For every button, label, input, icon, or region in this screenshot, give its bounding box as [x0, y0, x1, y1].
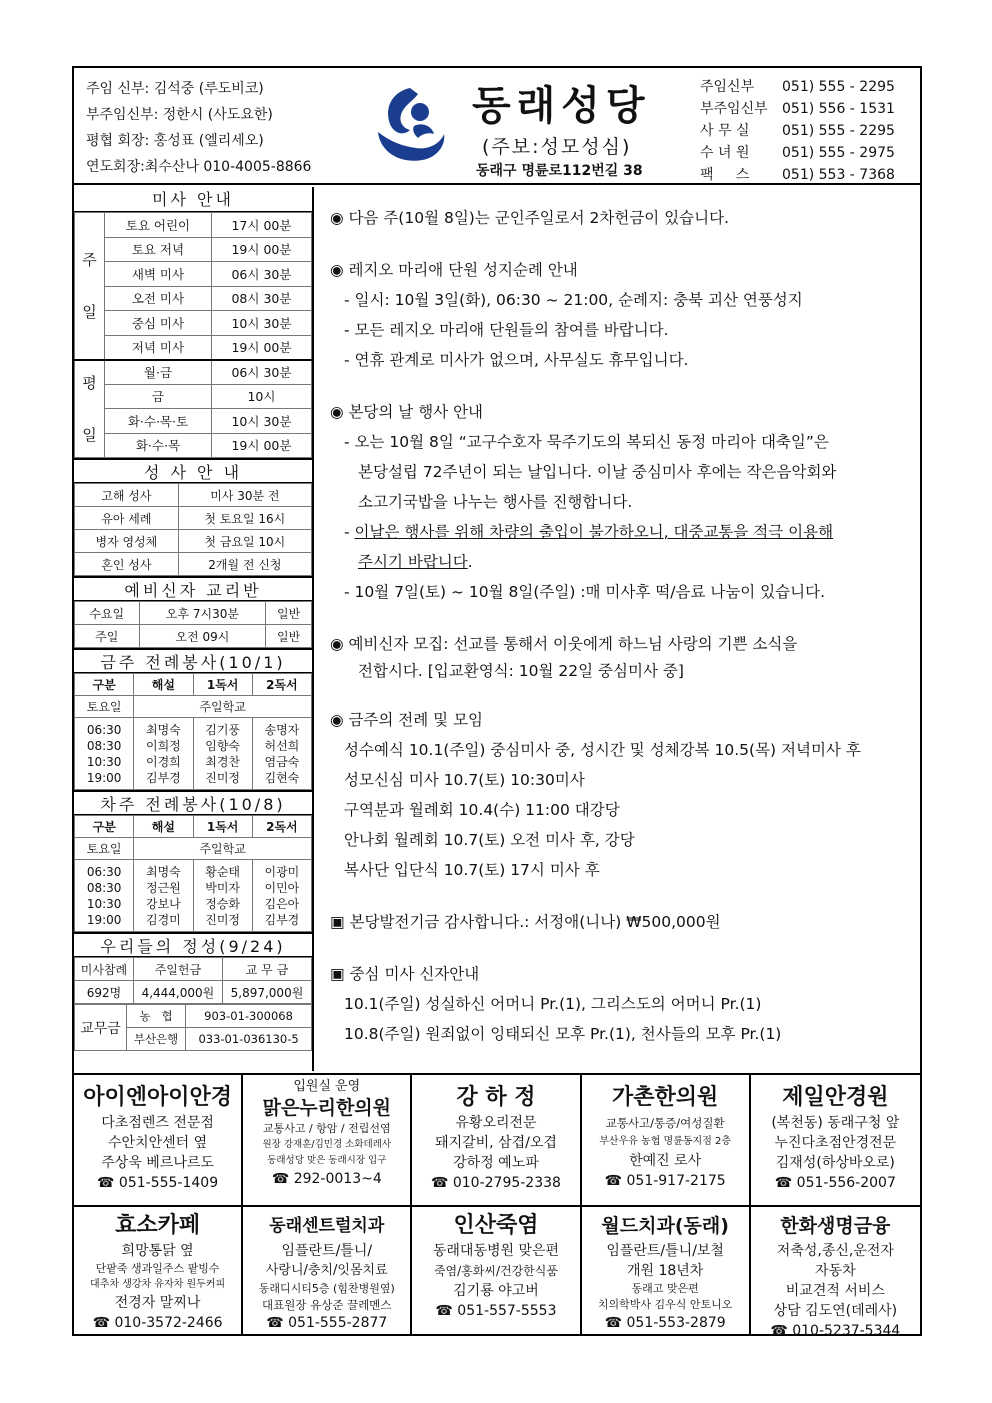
- ad-hanwha-life: 한화생명금융 저축성,종신,운전자 자동차 비교견적 서비스 상담 김도연(데레사) ☎ 010-5237-5344: [770, 1215, 901, 1335]
- weekday-label: 평 일: [75, 360, 105, 458]
- staff-council-president: 평협 회장: 홍성표 (엘리세오): [86, 133, 264, 149]
- notice-line: - 일시: 10월 3일(화), 06:30 ~ 21:00, 순례지: 충북 괴산 연풍성지: [344, 291, 803, 309]
- left-column: [74, 187, 314, 1071]
- parish-logo-icon: [370, 82, 450, 168]
- notice-liturgy-title: ◉ 금주의 전례 및 모임: [330, 711, 484, 729]
- notice-line: 구역분과 월례회 10.4(수) 11:00 대강당: [344, 801, 620, 819]
- notice-line: - 오는 10월 8일 “교구수호자 묵주기도의 복되신 동정 마리아 대축일”은: [344, 433, 829, 451]
- mass-section-title: 미사 안내: [74, 187, 312, 212]
- notice-line: 성모신심 미사 10.7(토) 10:30미사: [344, 771, 585, 789]
- notice-line: - 연휴 관계로 미사가 없으며, 사무실도 휴무입니다.: [344, 351, 689, 369]
- ad-central-dental: 동래센트럴치과 임플란트/틀니/ 사랑니/충치/잇몸치료 동래디시티5층 (힘찬병원옆) 대표원장 유상준 끌레멘스 ☎ 051-555-2877: [243, 1207, 412, 1335]
- ad-world-dental: 월드치과(동래) 임플란트/틀니/보철 개원 18년차 동래고 맞은편 치의학박사 김우식 안토니오 ☎ 051-553-2879: [582, 1207, 751, 1335]
- ads-row: [74, 1075, 920, 1205]
- notice-line: 10.8(주일) 원죄없이 잉태되신 모후 Pr.(1), 천사들의 모후 Pr.(1): [344, 1025, 782, 1043]
- notice-donation-thanks: ▣ 본당발전기금 감사합니다.: 서정애(니나) ₩500,000원: [330, 913, 721, 931]
- notice-line: 성수예식 10.1(주일) 중심미사 중, 성시간 및 성체강복 10.5(목) 저녁미사 후: [344, 741, 861, 759]
- bulletin-header: [74, 68, 920, 185]
- catechumen-table: 수요일 오후 7시30분 일반 주일 오전 09시 일반: [74, 601, 312, 648]
- ad-insan-bamboo-salt: 인산죽염 동래대동병원 맞은편 죽염/홍화씨/건강한식품 김기룡 야고버 ☎ 051-557-5553: [412, 1207, 581, 1335]
- notice-line: 복사단 입단식 10.7(토) 17시 미사 후: [344, 861, 600, 879]
- notice-line: 본당설립 72주년이 되는 날입니다. 이날 중심미사 후에는 작은음악회와: [358, 463, 837, 481]
- notice-line: 소고기국밥을 나누는 행사를 진행합니다.: [358, 493, 633, 511]
- staff-pastor: 주임 신부: 김석중 (루도비코): [86, 81, 264, 97]
- staff-list: [86, 76, 311, 180]
- sunday-label: 주 일: [75, 213, 105, 360]
- notice-parish-day-title: ◉ 본당의 날 행사 안내: [330, 403, 484, 421]
- ad-gachon-clinic: 가촌한의원 교통사고/통증/여성질환 부산우유 농협 명륜동지점 2층 한예진 로사 ☎ 051-917-2175: [582, 1075, 751, 1205]
- ad-gangha-jeong: 강 하 정 유황오리전문 돼지갈비, 삼겹/오겹 강하정 예노파 ☎ 010-2795-2338: [412, 1075, 581, 1205]
- notice-main-mass-title: ▣ 중심 미사 신자안내: [330, 965, 480, 983]
- notice-line: - 모든 레지오 마리애 단원들의 참여를 바랍니다.: [344, 321, 669, 339]
- notice-line: - 이날은 행사를 위해 차량의 출입이 불가하오니, 대중교통을 적극 이용해: [344, 523, 834, 541]
- contact-row: 수 녀 원 051) 555 - 2975: [700, 145, 895, 161]
- duty-this-week-table: 구분 해설 1독서 2독서 토요일 주일학교 06:30 08:30 10:30 19:00 최명숙 이희정 이경희 김부경 김기풍 임향숙 최경찬 진미정 송명자 허선희 염금숙 김현숙: [74, 673, 312, 790]
- contact-row: 주임신부 051) 555 - 2295: [700, 79, 895, 95]
- contact-row: 부주임신부 051) 556 - 1531: [700, 101, 895, 117]
- parish-subtitle: (주보:성모성심): [482, 136, 632, 158]
- offering-section-title: 우리들의 정성(9/24): [74, 932, 312, 957]
- bulletin-page: [72, 66, 922, 1336]
- notice-underlined: 주시기 바랍니다: [358, 553, 468, 571]
- sacrament-section-title: 성 사 안 내: [74, 458, 312, 483]
- notice-line: 주시기 바랍니다.: [358, 553, 473, 571]
- phone-icon: ☎ 051-555-1409: [97, 1175, 219, 1191]
- contact-row: 팩 스 051) 553 - 7368: [700, 167, 895, 183]
- staff-yeondo-president: 연도회장:최수산나 010-4005-8866: [86, 159, 312, 175]
- notice-line: 10.1(주일) 성실하신 어머니 Pr.(1), 그리스도의 어머니 Pr.(1): [344, 995, 762, 1013]
- notice-military-sunday: ◉ 다음 주(10월 8일)는 군인주일로서 2차헌금이 있습니다.: [330, 209, 730, 227]
- ad-malgeunnuri-clinic: 입원실 운영 맑은누리한의원 교통사고 / 항암 / 전립선염 원장 강재훈/김민경 소화데레사 동래성당 맞은 동래시장 입구 ☎ 292-0013~4: [243, 1075, 412, 1205]
- notice-line: 안나회 월례회 10.7(토) 오전 미사 후, 강당: [344, 831, 635, 849]
- ad-jeil-optical: 제일안경원 (복천동) 동래구청 앞 누진다초점안경전문 김재성(하상바오로) ☎ 051-556-2007: [771, 1085, 900, 1191]
- duty-this-week-title: 금주 전례봉사(10/1): [74, 648, 312, 673]
- sacrament-table: 고해 성사 미사 30분 전 유아 세례 첫 토요일 16시 병자 영성체 첫 금요일 10시 혼인 성사 2개월 전 신청: [74, 483, 312, 576]
- notice-line: 전합시다. [입교환영식: 10월 22일 중심미사 중]: [358, 662, 684, 680]
- parish-title: 동래성당: [472, 83, 651, 129]
- notices-column: [316, 187, 920, 1071]
- notice-catechumen-recruit: ◉ 예비신자 모집: 선교를 통해서 이웃에게 하느님 사랑의 기쁜 소식을: [330, 635, 798, 653]
- duty-next-week-table: 구분 해설 1독서 2독서 토요일 주일학교 06:30 08:30 10:30 19:00 최명숙 정근원 강보나 김경미 황순태 박미자 정승화 진미정 이광미 이민아 김은아 김부경: [74, 815, 312, 932]
- catechumen-section-title: 예비신자 교리반: [74, 576, 312, 601]
- contact-row: 사 무 실 051) 555 - 2295: [700, 123, 895, 139]
- mass-table: 주 일 토요 어린이 17시 00분 토요 저녁 19시 00분 새벽 미사 06시 30분 오전 미사 08시 30분 중심 미사 10시 30분 저녁 미사 19시 00분 평 일 월·금 06시 30분 금 10시 화·수·목·토 10시 30분 화·수·목 19시 00분: [74, 212, 312, 458]
- parish-address: 동래구 명륜로112번길 38: [476, 163, 643, 179]
- contact-list: [700, 76, 895, 186]
- notice-legio-title: ◉ 레지오 마리애 단원 성지순례 안내: [330, 261, 578, 279]
- ads-row: [74, 1205, 920, 1335]
- ad-ini-optical: 아이엔아이안경 다초점렌즈 전문점 수안치안센터 옆 주상욱 베르나르도 ☎ 051-555-1409: [74, 1075, 243, 1205]
- duty-next-week-title: 차주 전례봉사(10/8): [74, 790, 312, 815]
- offering-table: 미사참례 주일헌금 교 무 금 692명 4,444,000원 5,897,000원: [74, 957, 312, 1004]
- notice-underlined: 이날은 행사를 위해 차량의 출입이 불가하오니, 대중교통을 적극 이용해: [354, 523, 834, 541]
- staff-assistant-pastor: 부주임신부: 정한시 (사도요한): [86, 107, 273, 123]
- ads-section: [74, 1073, 920, 1334]
- notice-line: - 10월 7일(토) ~ 10월 8일(주일) :매 미사후 떡/음료 나눔이 있습니다.: [344, 583, 826, 601]
- ad-hyoso-cafe: 효소카페 희망통닭 옆 단팥죽 생과일주스 팥빙수 대추차 생강차 유자차 원두커피 전경자 말찌나 ☎ 010-3572-2466: [74, 1207, 243, 1335]
- account-table: 교무금 농 협 903-01-300068 부산은행 033-01-036130-5: [74, 1004, 312, 1051]
